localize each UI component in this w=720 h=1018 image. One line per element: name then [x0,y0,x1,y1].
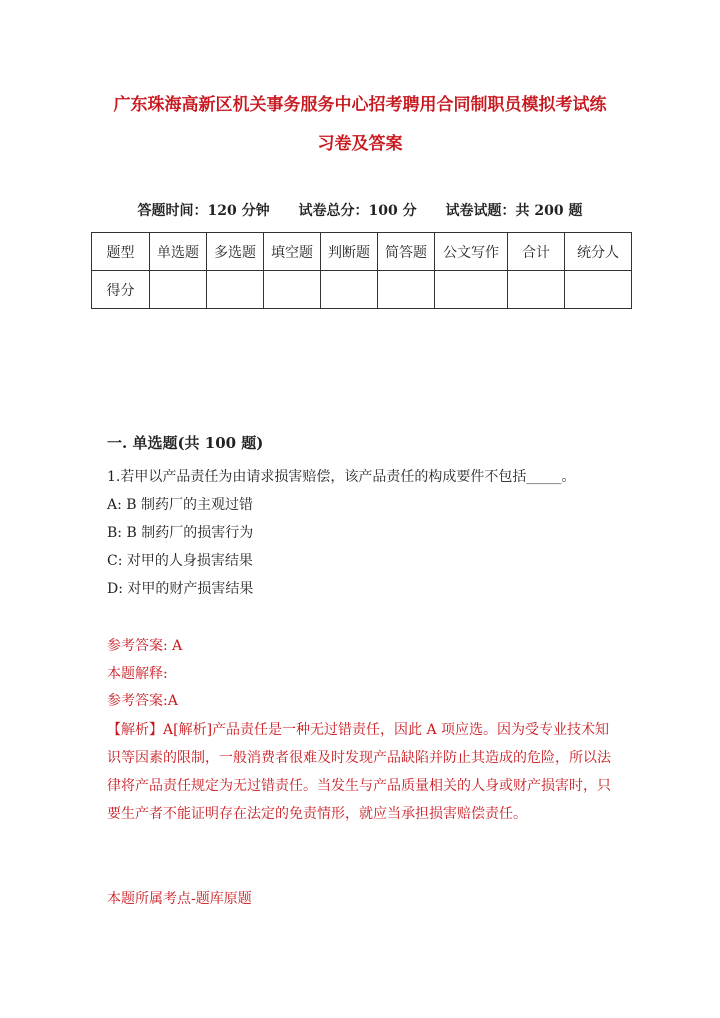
explanation-text: 【解析】A[解析]产品责任是一种无过错责任，因此 A 项应选。因为受专业技术知识等因素的限制，一般消费者很难及时发现产品缺陷并防止其造成的危险，所以法律将产品责任规定为无过错责任。当发生与产品质量相关的人身或财产损害时，只要生产者不能证明存在法定的免责情形，就应当承担损害赔偿责任。 [107,722,611,822]
header-cell: 简答题 [378,233,435,271]
header-cell: 多选题 [207,233,264,271]
exam-meta [60,200,660,220]
reference-answer-repeat: 参考答案:A [107,693,178,709]
header-cell: 统分人 [565,233,632,271]
header-cell: 题型 [92,233,150,271]
score-cell [321,271,378,309]
header-cell: 合计 [508,233,565,271]
score-cell [508,271,565,309]
header-cell: 公文写作 [435,233,508,271]
header-cell: 单选题 [150,233,207,271]
header-cell: 填空题 [264,233,321,271]
option-a: A: B 制药厂的主观过错 [107,497,254,513]
score-table-score-row [92,271,632,309]
question-stem: 1.若甲以产品责任为由请求损害赔偿，该产品责任的构成要件不包括_____。 [107,469,576,485]
option-b: B: B 制药厂的损害行为 [107,525,254,541]
section-title: 一. 单选题(共 100 题) [107,434,264,452]
exam-time: 答题时间：120 分钟 [137,203,270,219]
score-cell [264,271,321,309]
exam-total-score: 试卷总分：100 分 [298,203,417,219]
score-cell [565,271,632,309]
exam-question-count: 试卷试题：共 200 题 [445,203,583,219]
score-row-label: 得分 [92,271,150,309]
document-title-line1: 广东珠海高新区机关事务服务中心招考聘用合同制职员模拟考试练 [113,95,607,115]
document-title-line2: 习卷及答案 [317,134,403,154]
reference-answer: 参考答案: A [107,638,183,654]
score-table-header-row [92,233,632,271]
score-cell [150,271,207,309]
option-c: C: 对甲的人身损害结果 [107,553,253,569]
option-d: D: 对甲的财产损害结果 [107,581,254,597]
score-cell [378,271,435,309]
question-source: 本题所属考点-题库原题 [107,891,252,907]
score-table [91,232,632,309]
explanation-label: 本题解释: [107,666,168,682]
score-cell [435,271,508,309]
score-cell [207,271,264,309]
header-cell: 判断题 [321,233,378,271]
